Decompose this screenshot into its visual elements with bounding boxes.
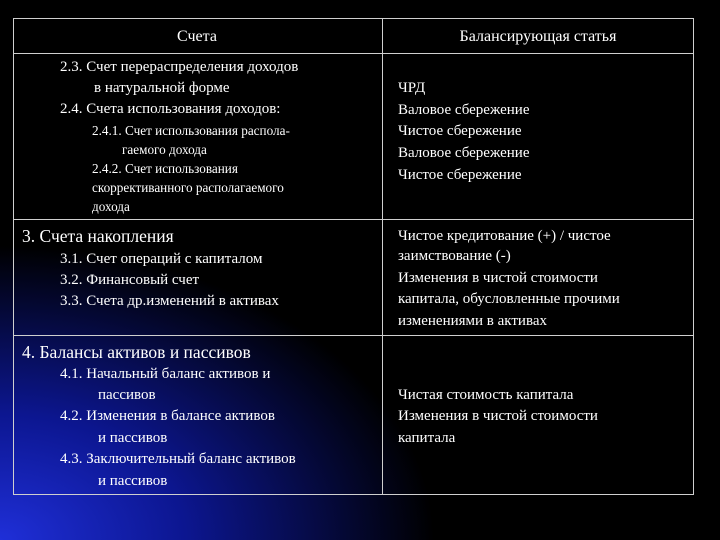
- row-divider-2: [14, 335, 693, 336]
- row1-left-line: 2.4.2. Счет использования: [92, 161, 238, 176]
- row2-left-line: 3.3. Счета др.изменений в активах: [60, 293, 279, 309]
- row3-left-line: и пассивов: [98, 430, 168, 446]
- row3-left-line: и пассивов: [98, 473, 168, 489]
- header-row-divider: [14, 53, 693, 54]
- row2-left-line: 3.2. Финансовый счет: [60, 272, 200, 288]
- row3-left-line: пассивов: [98, 387, 156, 403]
- row2-left-line: 3.1. Счет операций с капиталом: [60, 251, 263, 267]
- row2-right-line: капитала, обусловленные прочими: [398, 291, 620, 307]
- row1-left-line: 2.4.1. Счет использования распола-: [92, 123, 290, 138]
- row2-heading: 3. Счета накопления: [22, 226, 174, 246]
- row3-left-line: 4.3. Заключительный баланс активов: [60, 451, 296, 467]
- header-accounts: Счета: [177, 28, 217, 45]
- row1-left-line: 2.3. Счет перераспределения доходов: [60, 59, 299, 75]
- row1-right-line: ЧРД: [398, 80, 426, 96]
- row3-left-line: 4.1. Начальный баланс активов и: [60, 366, 271, 382]
- row1-right-line: Чистое сбережение: [398, 123, 522, 139]
- row1-left-line: скоррективанного располагаемого: [92, 180, 284, 195]
- column-divider: [382, 19, 383, 494]
- row1-right-line: Валовое сбережение: [398, 102, 530, 118]
- row3-right-line: Чистая стоимость капитала: [398, 387, 574, 403]
- row1-right-line: Чистое сбережение: [398, 167, 522, 183]
- row2-right-line: заимствование (-): [398, 248, 511, 264]
- row1-left-line: дохода: [92, 199, 130, 214]
- row2-right-line: Чистое кредитование (+) / чистое: [398, 228, 611, 244]
- row1-right-line: Валовое сбережение: [398, 145, 530, 161]
- row-divider-1: [14, 219, 693, 220]
- row3-right-line: Изменения в чистой стоимости: [398, 408, 598, 424]
- row1-left-line: 2.4. Счета использования доходов:: [60, 101, 281, 117]
- row3-heading: 4. Балансы активов и пассивов: [22, 342, 251, 362]
- row1-left-line: в натуральной форме: [94, 80, 230, 96]
- row2-right-line: изменениями в активах: [398, 313, 548, 329]
- row3-right-line: капитала: [398, 430, 456, 446]
- header-balancing-item: Балансирующая статья: [459, 28, 617, 45]
- row3-left-line: 4.2. Изменения в балансе активов: [60, 408, 275, 424]
- row1-left-line: гаемого дохода: [122, 142, 207, 157]
- row2-right-line: Изменения в чистой стоимости: [398, 270, 598, 286]
